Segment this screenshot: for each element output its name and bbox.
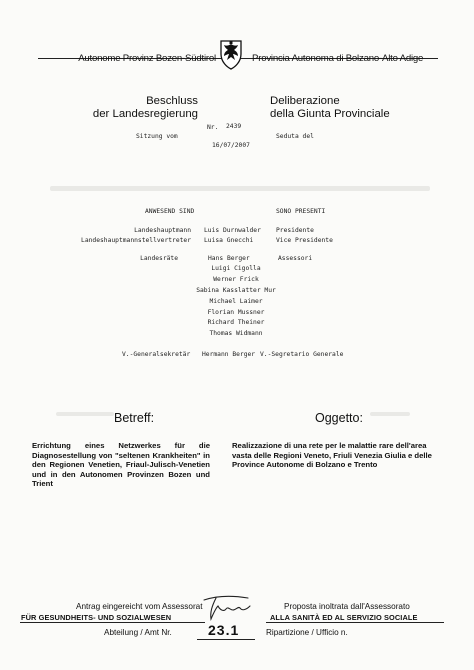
scan-smudge <box>50 186 430 191</box>
abteilung-label: Abteilung / Amt Nr. <box>104 628 172 637</box>
name-1: Luisa Gnecchi <box>204 237 254 244</box>
scan-smudge <box>370 412 410 416</box>
title-de-line2: der Landesregierung <box>92 108 198 120</box>
member-name: Luigi Cigolla <box>211 265 261 272</box>
subject-label-de: Betreff: <box>114 411 155 425</box>
header-left: Autonome Provinz Bozen-Südtirol <box>78 53 216 64</box>
scan-smudge <box>56 412 114 416</box>
coat-of-arms-icon <box>218 38 244 70</box>
amt-rule <box>197 639 255 640</box>
title-it-line2: della Giunta Provinciale <box>270 108 390 120</box>
member-name: Sabina Kasslatter Mur <box>196 286 276 294</box>
member-name: Richard Theiner <box>207 319 265 327</box>
dept-it: ALLA SANITÀ ED AL SERVIZIO SOCIALE <box>270 613 418 622</box>
dept-de: FÜR GESUNDHEITS- UND SOZIALWESEN <box>21 613 172 622</box>
role-de-0: Landeshauptmann <box>134 227 191 234</box>
dept-rule <box>20 622 205 623</box>
role-de-1: Landeshauptmannstellvertreter <box>81 237 191 244</box>
nr-value: 2439 <box>226 123 242 130</box>
member-name: Werner Frick <box>213 275 259 283</box>
dept-rule-it <box>266 622 444 623</box>
session-date: 16/07/2007 <box>212 142 250 149</box>
secretary-role-it: V.-Segretario Generale <box>260 351 344 358</box>
seduta-label: Seduta del <box>276 133 314 140</box>
header-right: Provincia Autonoma di Bolzano-Alto Adige <box>252 53 424 64</box>
subject-text-it: Realizzazione di una rete per le malattie rare dell'area vasta delle Regioni Veneto, Friuli Venezia Giulia e delle Province Autonome di Bolzano e Trento <box>232 441 432 470</box>
name-0: Luis Durnwalder <box>204 227 261 234</box>
signature-icon <box>196 592 260 622</box>
role-it-1: Vice Presidente <box>276 237 333 244</box>
antrag-label: Antrag eingereicht vom Assessorat <box>76 602 203 611</box>
secretary-name: Hermann Berger <box>202 351 256 358</box>
role-it-0: Presidente <box>276 227 314 234</box>
ripartizione-label: Ripartizione / Ufficio n. <box>266 628 348 637</box>
nr-label: Nr. <box>207 124 219 131</box>
amt-number: 23.1 <box>208 622 240 638</box>
present-de-label: ANWESEND SIND <box>145 208 195 215</box>
member-name: Michael Laimer <box>209 297 263 305</box>
name-2: Hans Berger <box>208 255 250 262</box>
secretary-role-de: V.-Generalsekretär <box>122 351 191 358</box>
member-name: Florian Mussner <box>207 308 265 316</box>
members-list <box>186 265 286 341</box>
title-de-line1: Beschluss <box>146 95 198 107</box>
proposta-label: Proposta inoltrata dall'Assessorato <box>284 602 410 611</box>
subject-label-it: Oggetto: <box>315 411 363 425</box>
role-it-2: Assessori <box>278 255 313 262</box>
title-it-line1: Deliberazione <box>270 95 340 107</box>
member-name: Thomas Widmann <box>209 330 263 338</box>
subject-text-de: Errichtung eines Netzwerkes für die Diagnosestellung von "seltenen Krankheiten" in den Regionen Venetien, Friaul-Julisch-Venetien und in den Autonomen Provinzen Bozen und Trient <box>32 441 210 489</box>
role-de-2: Landesräte <box>140 255 178 262</box>
present-it-label: SONO PRESENTI <box>276 208 326 215</box>
sitzung-label: Sitzung vom <box>136 133 178 140</box>
